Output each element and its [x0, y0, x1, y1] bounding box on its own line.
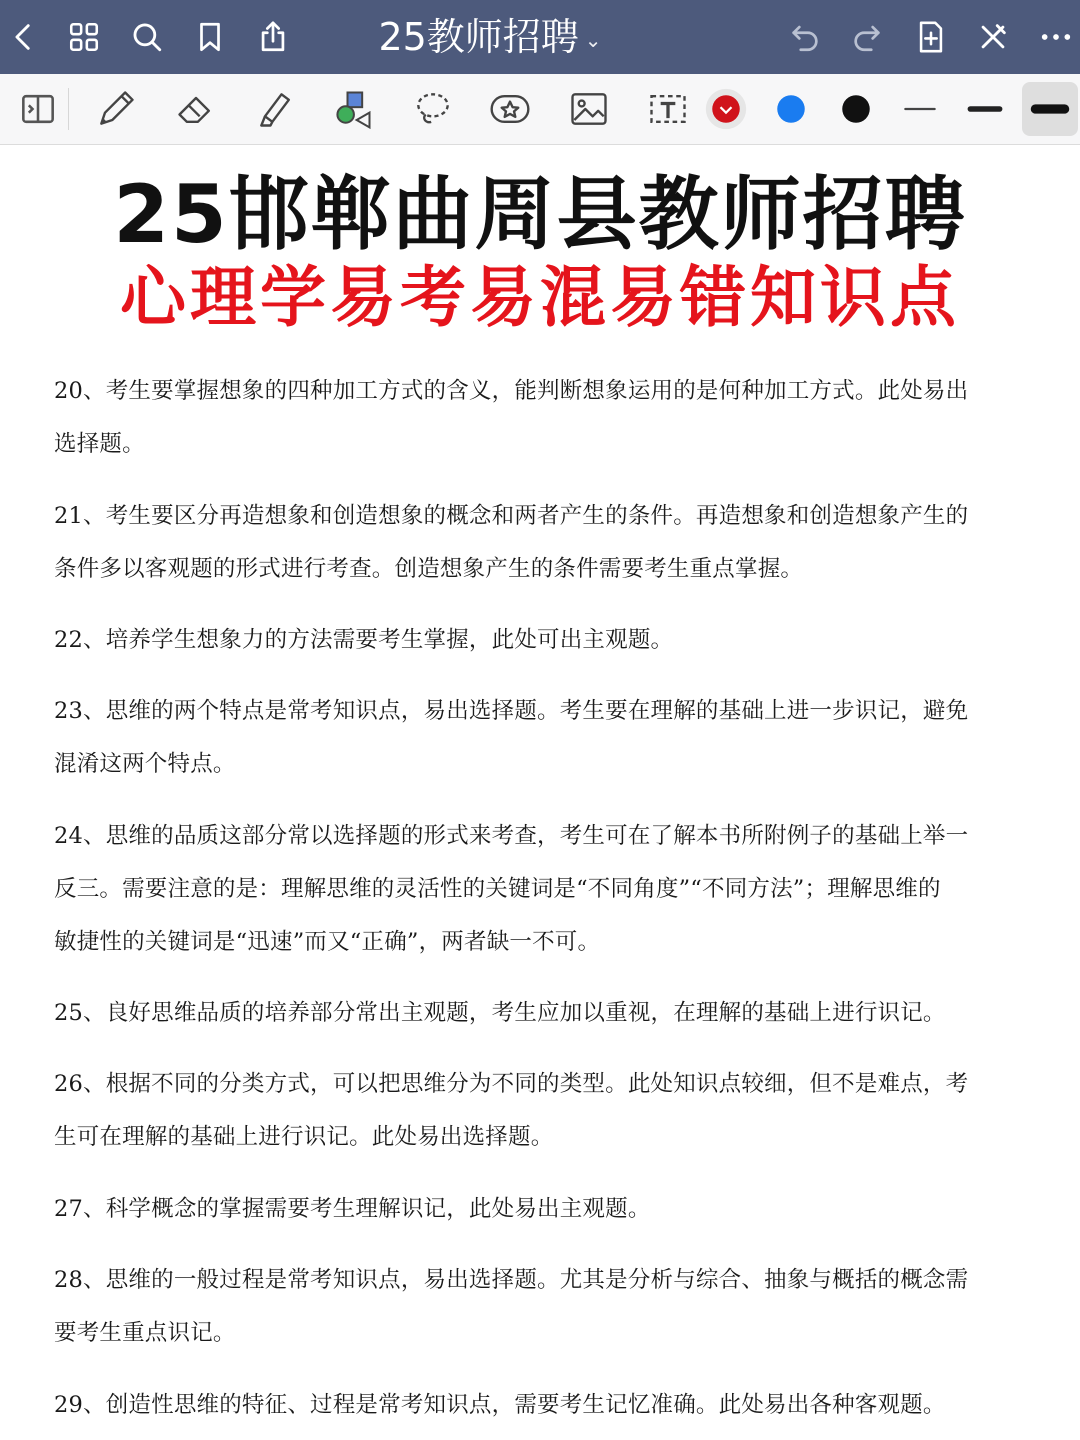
paragraph: [54, 365, 1004, 471]
color-black[interactable]: [828, 82, 884, 136]
pen-icon[interactable]: [88, 82, 144, 136]
back-icon[interactable]: [0, 12, 48, 62]
document-title-dropdown[interactable]: [360, 10, 620, 64]
drawing-toolbar: [0, 74, 1080, 145]
paragraph: [54, 1254, 1004, 1360]
paragraph-line: 23、思维的两个特点是常考知识点，易出选择题。考生要在理解的基础上进一步识记，避免: [54, 698, 969, 724]
stroke-thick-selected[interactable]: [1022, 82, 1078, 136]
paragraph-line: 27、科学概念的掌握需要考生理解识记，此处易出主观题。: [54, 1196, 651, 1222]
document-title: 25教师招聘: [378, 15, 579, 59]
highlighter-icon[interactable]: [248, 82, 304, 136]
grid-icon[interactable]: [60, 12, 108, 62]
image-icon[interactable]: [561, 82, 617, 136]
paragraph: [54, 987, 1004, 1040]
redo-icon[interactable]: [843, 12, 891, 62]
paragraph-line: 22、培养学生想象力的方法需要考生掌握，此处可出主观题。: [54, 627, 674, 653]
top-bar: [0, 0, 1080, 74]
bookmark-icon[interactable]: [186, 12, 234, 62]
paragraph-line: 25、良好思维品质的培养部分常出主观题，考生应加以重视，在理解的基础上进行识记。: [54, 1000, 946, 1026]
share-icon[interactable]: [249, 12, 297, 62]
more-icon[interactable]: [1032, 12, 1080, 62]
color-blue[interactable]: [763, 82, 819, 136]
page-layout-icon[interactable]: [10, 82, 66, 136]
stroke-thin[interactable]: [892, 82, 948, 136]
stroke-medium[interactable]: [957, 82, 1013, 136]
paragraph-line: 21、考生要区分再造想象和创造想象的概念和两者产生的条件。再造想象和创造想象产生的: [54, 503, 969, 529]
text-box-icon[interactable]: [640, 82, 696, 136]
document-subheading: 心理学易考易混易错知识点: [120, 259, 960, 336]
paragraph-line: 选择题。: [54, 431, 145, 457]
paragraph: [54, 1058, 1004, 1164]
paragraph-line: 20、考生要掌握想象的四种加工方式的含义，能判断想象运用的是何种加工方式。此处易出: [54, 378, 969, 404]
paragraph-line: 反三。需要注意的是：理解思维的灵活性的关键词是“不同角度”“不同方法”；理解思维的: [54, 876, 941, 902]
paragraph: [54, 1379, 1004, 1432]
document-page: [0, 145, 1080, 1440]
sticker-icon[interactable]: [482, 82, 538, 136]
eraser-icon[interactable]: [168, 82, 224, 136]
lasso-icon[interactable]: [405, 82, 461, 136]
paragraph-line: 要考生重点识记。: [54, 1320, 236, 1346]
paragraph: [54, 490, 1004, 596]
paragraph: [54, 614, 1004, 667]
close-pen-icon[interactable]: [969, 12, 1017, 62]
add-page-icon[interactable]: [907, 12, 955, 62]
paragraph-line: 24、思维的品质这部分常以选择题的形式来考查，考生可在了解本书所附例子的基础上举一: [54, 823, 969, 849]
chevron-down-icon: ⌄: [584, 27, 602, 52]
paragraph: [54, 810, 1004, 969]
toolbar-divider: [68, 88, 69, 130]
shapes-icon[interactable]: [325, 82, 381, 136]
undo-icon[interactable]: [781, 12, 829, 62]
search-icon[interactable]: [123, 12, 171, 62]
color-red-selected[interactable]: [698, 82, 754, 136]
paragraph-line: 26、根据不同的分类方式，可以把思维分为不同的类型。此处知识点较细，但不是难点，考: [54, 1071, 969, 1097]
paragraph-line: 敏捷性的关键词是“迅速”而又“正确”，两者缺一不可。: [54, 929, 601, 955]
paragraph-line: 条件多以客观题的形式进行考查。创造想象产生的条件需要考生重点掌握。: [54, 556, 804, 582]
document-heading: 25邯郸曲周县教师招聘: [113, 168, 967, 261]
paragraph-line: 生可在理解的基础上进行识记。此处易出选择题。: [54, 1124, 554, 1150]
paragraph-line: 29、创造性思维的特征、过程是常考知识点，需要考生记忆准确。此处易出各种客观题。: [54, 1392, 946, 1418]
paragraph-line: 混淆这两个特点。: [54, 751, 236, 777]
paragraph: [54, 685, 1004, 791]
paragraph-line: 28、思维的一般过程是常考知识点，易出选择题。尤其是分析与综合、抽象与概括的概念需: [54, 1267, 969, 1293]
paragraph: [54, 1183, 1004, 1236]
